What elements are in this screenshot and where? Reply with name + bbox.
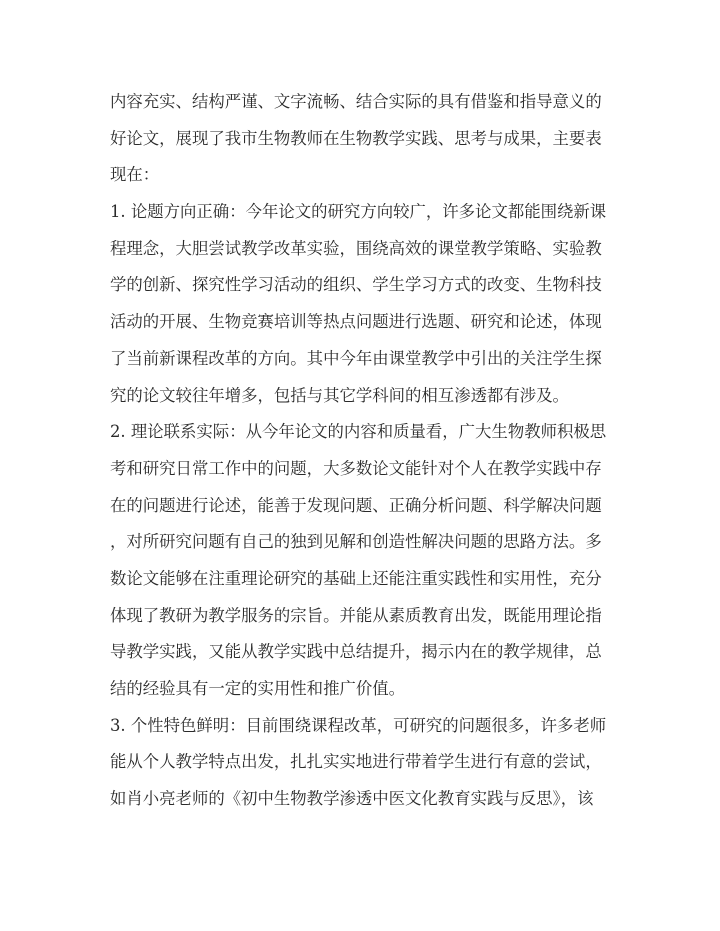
text-line: 活动的开展、生物竞赛培训等热点问题进行选题、研究和论述，体现 <box>110 312 602 332</box>
text-line: 考和研究日常工作中的问题，大多数论文能针对个人在教学实践中存 <box>110 458 602 478</box>
text-line: 究的论文较往年增多，包括与其它学科间的相互渗透都有涉及。 <box>110 385 569 405</box>
text-line: 数论文能够在注重理论研究的基础上还能注重实践性和实用性，充分 <box>110 568 602 588</box>
list-item-2-heading-line: 2. 理论联系实际：从今年论文的内容和质量看，广大生物教师积极思 <box>110 422 607 442</box>
list-item-1-heading-line: 1. 论题方向正确：今年论文的研究方向较广，许多论文都能围绕新课 <box>110 202 607 222</box>
text-line: 了当前新课程改革的方向。其中今年由课堂教学中引出的关注学生探 <box>110 348 602 368</box>
text-line: 导教学实践，又能从教学实践中总结提升，揭示内在的教学规律，总 <box>110 642 602 662</box>
text-line: 结的经验具有一定的实用性和推广价值。 <box>110 679 406 698</box>
text-line: 程理念，大胆尝试教学改革实验，围绕高效的课堂教学策略、实验教 <box>110 238 602 258</box>
document-body <box>110 84 606 818</box>
text-line: 学的创新、探究性学习活动的组织、学生学习方式的改变、生物科技 <box>110 275 602 295</box>
text-line: 能从个人教学特点出发，扎扎实实地进行带着学生进行有意的尝试， <box>110 752 602 772</box>
text-line: 现在： <box>110 165 160 185</box>
text-line: 在的问题进行论述，能善于发现问题、正确分析问题、科学解决问题 <box>110 495 602 515</box>
text-line: 好论文，展现了我市生物教师在生物教学实践、思考与成果，主要表 <box>110 128 602 148</box>
text-line: 如肖小亮老师的《初中生物教学渗透中医文化教育实践与反思》，该 <box>110 789 594 809</box>
text-line: ，对所研究问题有自己的独到见解和创造性解决问题的思路方法。多 <box>110 532 602 552</box>
text-line: 内容充实、结构严谨、文字流畅、结合实际的具有借鉴和指导意义的 <box>110 92 602 111</box>
text-line: 体现了教研为教学服务的宗旨。并能从素质教育出发，既能用理论指 <box>110 605 602 625</box>
list-item-3-heading-line: 3. 个性特色鲜明：目前围绕课程改革，可研究的问题很多，许多老师 <box>110 715 607 735</box>
